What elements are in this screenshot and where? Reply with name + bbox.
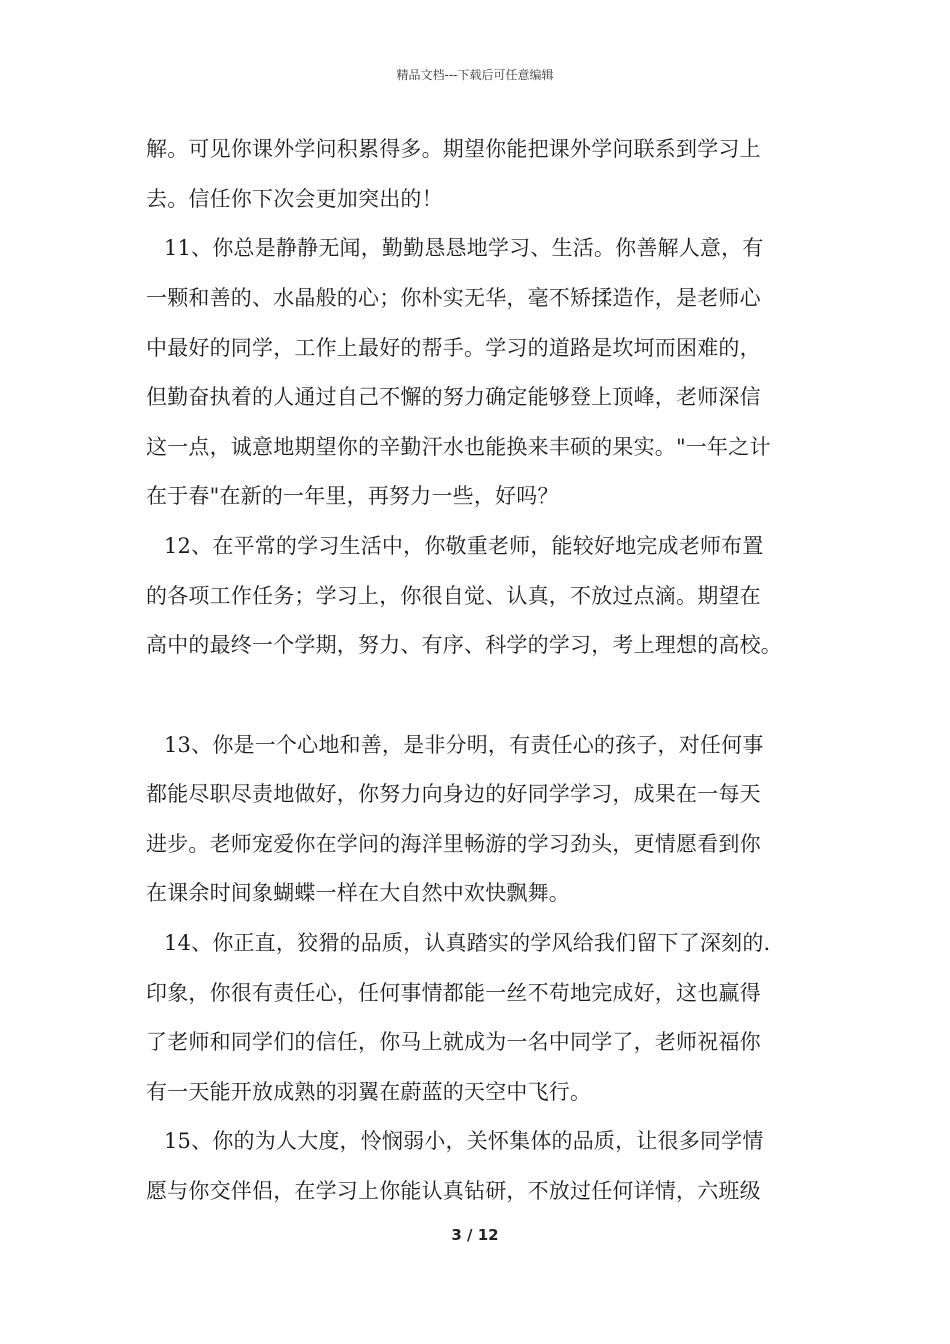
text-line: 都能尽职尽责地做好，你努力向身边的好同学学习，成果在一每天: [146, 782, 761, 806]
paragraph-start-line: 14、你正直，狡猾的品质，认真踏实的学风给我们留下了深刻的.: [164, 931, 771, 955]
text-line: 但勤奋执着的人通过自己不懈的努力确定能够登上顶峰，老师深信: [146, 385, 761, 409]
text-line: 解。可见你课外学问积累得多。期望你能把课外学问联系到学习上: [146, 137, 761, 161]
paragraph-start-line: 11、你总是静静无闻，勤勤恳恳地学习、生活。你善解人意，有: [164, 236, 764, 260]
text-line: 在于春"在新的一年里，再努力一些，好吗？: [146, 484, 559, 508]
text-line: 进步。老师宠爱你在学问的海洋里畅游的学习劲头，更情愿看到你: [146, 832, 761, 856]
page-number: 3 / 12: [451, 1226, 499, 1244]
text-line: 去。信任你下次会更加突出的！: [146, 187, 443, 211]
paragraph-start-line: 15、你的为人大度，怜悯弱小，关怀集体的品质，让很多同学情: [164, 1129, 764, 1153]
text-line: 了老师和同学们的信任，你马上就成为一名中同学了，老师祝福你: [146, 1030, 761, 1054]
text-line: 印象，你很有责任心，任何事情都能一丝不苟地完成好，这也赢得: [146, 981, 761, 1005]
text-line: 在课余时间象蝴蝶一样在大自然中欢快飘舞。: [146, 881, 570, 905]
text-line: 高中的最终一个学期，努力、有序、科学的学习，考上理想的高校。: [146, 633, 782, 657]
text-line: 愿与你交伴侣，在学习上你能认真钻研，不放过任何详情，六班级: [146, 1179, 761, 1203]
paragraph-start-line: 12、在平常的学习生活中，你敬重老师，能较好地完成老师布置: [164, 534, 764, 558]
page-header: 精品文档---下载后可任意编辑: [396, 68, 554, 82]
text-line: 一颗和善的、水晶般的心；你朴实无华，毫不矫揉造作，是老师心: [146, 286, 761, 310]
text-line: 的各项工作任务；学习上，你很自觉、认真，不放过点滴。期望在: [146, 584, 761, 608]
text-line: 这一点，诚意地期望你的辛勤汗水也能换来丰硕的果实。"一年之计: [146, 435, 771, 459]
text-line: 有一天能开放成熟的羽翼在蔚蓝的天空中飞行。: [146, 1080, 592, 1104]
text-line: 中最好的同学，工作上最好的帮手。学习的道路是坎坷而困难的，: [146, 336, 761, 360]
paragraph-start-line: 13、你是一个心地和善，是非分明，有责任心的孩子，对任何事: [164, 733, 764, 757]
